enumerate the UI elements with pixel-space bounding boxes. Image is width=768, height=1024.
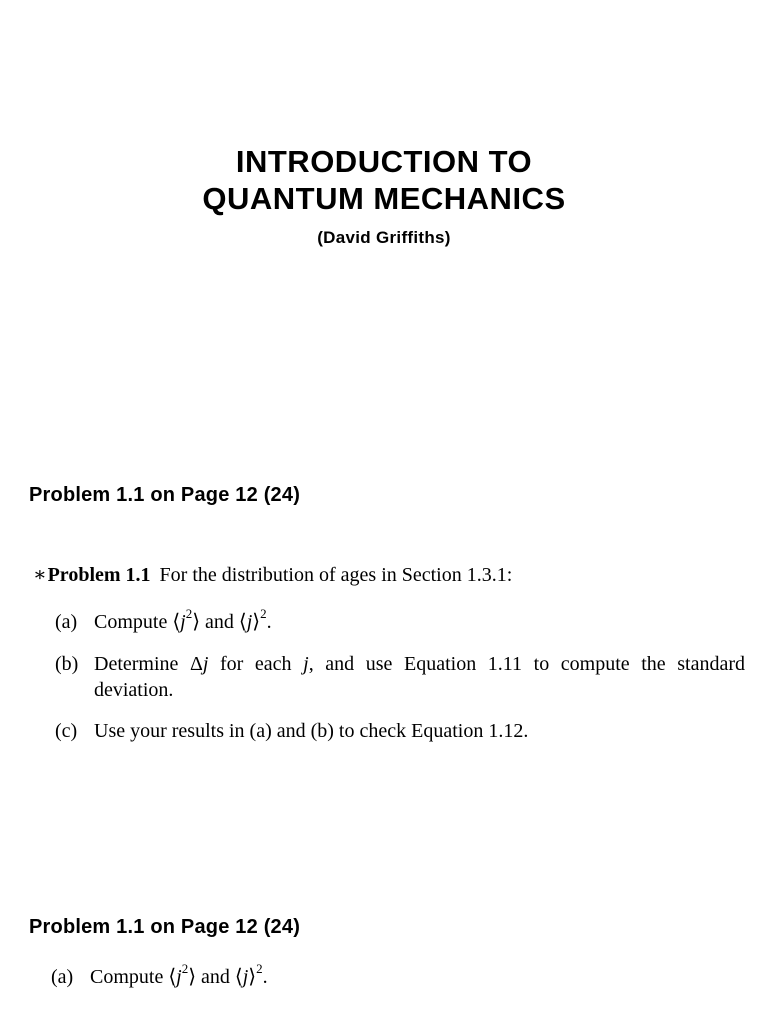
part-a-label: (a) bbox=[55, 611, 78, 633]
s2-part-a-text-3: ⟩ bbox=[248, 966, 257, 988]
part-b-text bbox=[94, 651, 745, 703]
part-a-text bbox=[94, 606, 272, 633]
problem-statement bbox=[33, 562, 745, 744]
problem-intro: For the distribution of ages in Section 1.3.1: bbox=[159, 564, 513, 586]
part-a bbox=[33, 606, 745, 635]
part-b-text-2: for each bbox=[208, 653, 304, 675]
s2-part-a-var-j-2: j bbox=[242, 966, 249, 988]
part-c bbox=[33, 718, 745, 744]
title-block bbox=[0, 143, 768, 248]
s2-part-a-text-1: Compute ⟨ bbox=[90, 966, 177, 988]
section-2-part-a-text bbox=[90, 961, 268, 988]
part-a-var-j: j bbox=[180, 611, 186, 633]
part-a-text-1: Compute ⟨ bbox=[94, 611, 181, 633]
part-a-sup-2: 2 bbox=[260, 606, 267, 622]
part-b-var-j: j bbox=[202, 653, 209, 675]
s2-part-a-text-4: . bbox=[262, 966, 268, 988]
section-1-heading: Problem 1.1 on Page 12 (24) bbox=[29, 484, 301, 506]
part-b-text-1: Determine Δ bbox=[94, 653, 203, 675]
problem-header bbox=[33, 562, 745, 588]
s2-part-a-sup-1: 2 bbox=[181, 961, 189, 977]
section-2-heading: Problem 1.1 on Page 12 (24) bbox=[29, 916, 301, 938]
part-c-text: Use your results in (a) and (b) to check Equation 1.12. bbox=[94, 720, 529, 742]
section-2-part-a-label: (a) bbox=[51, 966, 74, 988]
part-a-text-4: . bbox=[266, 611, 272, 633]
problem-label: Problem 1.1 bbox=[47, 564, 151, 586]
part-a-text-2: ⟩ and ⟨ bbox=[192, 611, 247, 633]
s2-part-a-text-2: ⟩ and ⟨ bbox=[188, 966, 243, 988]
title-line-1: INTRODUCTION TO bbox=[235, 144, 533, 179]
part-a-sup-1: 2 bbox=[185, 606, 193, 622]
title-line-2: QUANTUM MECHANICS bbox=[202, 181, 566, 216]
part-a-var-j-2: j bbox=[246, 611, 253, 633]
part-b bbox=[33, 651, 745, 703]
author: (David Griffiths) bbox=[317, 228, 451, 247]
section-2-part-a-row bbox=[29, 961, 741, 990]
s2-part-a-sup-2: 2 bbox=[256, 961, 263, 977]
section-2-part-a bbox=[29, 961, 741, 990]
part-a-text-3: ⟩ bbox=[252, 611, 261, 633]
s2-part-a-var-j: j bbox=[176, 966, 182, 988]
part-b-text-3: , and use Equation 1.11 to compute the standard deviation. bbox=[94, 653, 746, 701]
part-b-label: (b) bbox=[55, 653, 79, 675]
part-c-label: (c) bbox=[55, 720, 78, 742]
part-b-var-j-2: j bbox=[303, 653, 309, 675]
star-marker: ∗ bbox=[33, 564, 47, 586]
